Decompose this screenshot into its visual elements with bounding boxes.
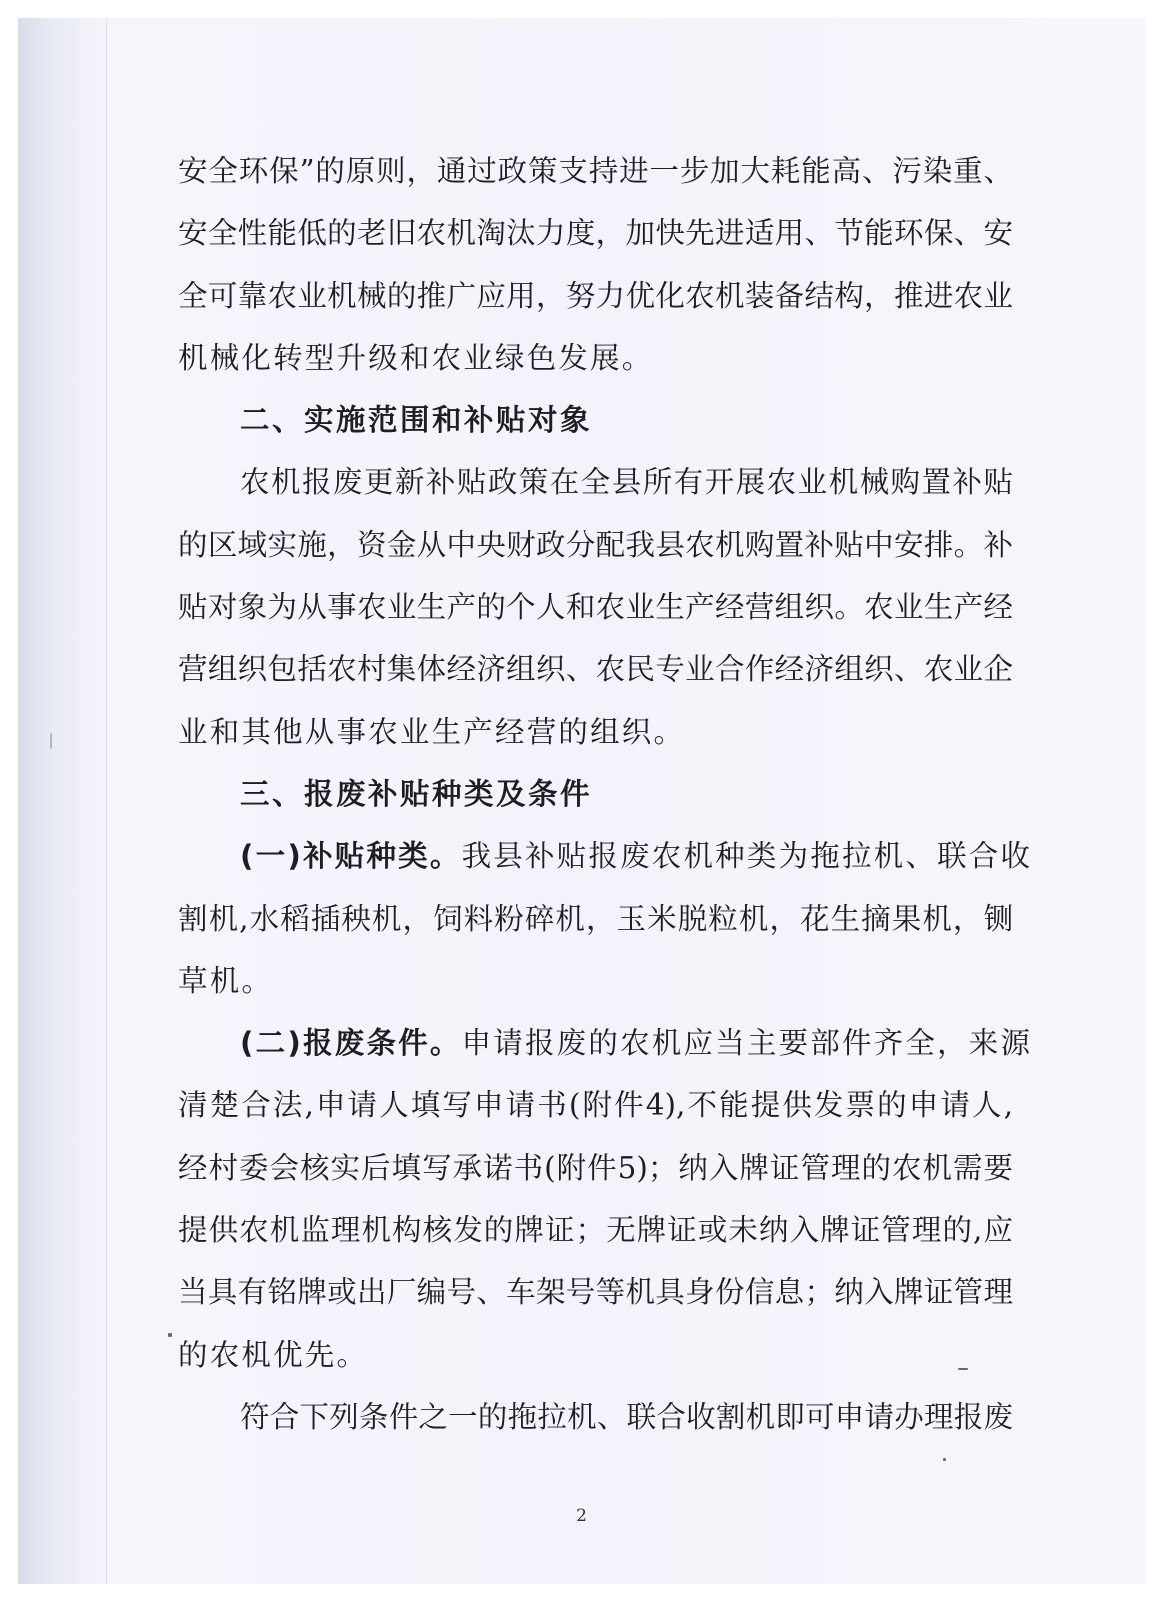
paragraph-text: 我县补贴报废农机种类为拖拉机、联合收: [461, 839, 1033, 874]
paragraph-line: 提供农机监理机构核发的牌证；无牌证或未纳入牌证管理的,应: [178, 1213, 1013, 1248]
subsection-label: (二)报废条件。: [240, 1026, 462, 1061]
paragraph-line: 安全环保”的原则，通过政策支持进一步加大耗能高、污染重、: [178, 154, 1013, 188]
paragraph-line: 农机报废更新补贴政策在全县所有开展农业机械购置补贴: [240, 465, 1013, 500]
paragraph-line: 割机,水稻插秧机，饲料粉碎机，玉米脱粒机，花生摘果机，铡: [178, 901, 1013, 936]
paragraph-line: 的农机优先。: [178, 1337, 369, 1372]
paragraph-line: [178, 1012, 1033, 1074]
paragraph-line: 经村委会核实后填写承诺书(附件5)；纳入牌证管理的农机需要: [178, 1150, 1013, 1185]
page-number: 2: [576, 1506, 587, 1526]
paragraph-line: 营组织包括农村集体经济组织、农民专业合作经济组织、农业企: [178, 652, 1013, 687]
paragraph-line: 业和其他从事农业生产经营的组织。: [178, 714, 686, 749]
paragraph-line: 全可靠农业机械的推广应用，努力优化农机装备结构，推进农业: [178, 278, 1013, 313]
paragraph-line: 符合下列条件之一的拖拉机、联合收割机即可申请办理报废: [240, 1399, 1013, 1434]
binding-shadow: [18, 18, 108, 1584]
section-heading: 二、实施范围和补贴对象: [240, 403, 593, 438]
paragraph-line: [178, 825, 1033, 887]
section-heading: 三、报废补贴种类及条件: [240, 776, 593, 811]
paragraph-line: 当具有铭牌或出厂编号、车架号等机具身份信息；纳入牌证管理: [178, 1275, 1013, 1310]
paragraph-text: 申请报废的农机应当主要部件齐全，来源: [461, 1026, 1033, 1061]
paragraph-line: 草机。: [178, 963, 274, 998]
subsection-label: (一)补贴种类。: [240, 839, 462, 874]
scan-speck: [168, 1333, 172, 1337]
paragraph-line: 贴对象为从事农业生产的个人和农业生产经营组织。农业生产经: [178, 590, 1013, 625]
paragraph-line: 的区域实施，资金从中央财政分配我县农机购置补贴中安排。补: [178, 527, 1013, 562]
fold-line: [106, 18, 107, 1584]
paragraph-line: 机械化转型升级和农业绿色发展。: [178, 340, 654, 375]
paragraph-line: 安全性能低的老旧农机淘汰力度，加快先进适用、节能环保、安: [178, 216, 1013, 251]
scan-speck: [50, 733, 52, 749]
paragraph-line: 清楚合法,申请人填写申请书(附件4),不能提供发票的申请人,: [178, 1088, 1013, 1123]
scan-speck: [943, 1458, 946, 1461]
document-body: [178, 140, 1033, 1448]
